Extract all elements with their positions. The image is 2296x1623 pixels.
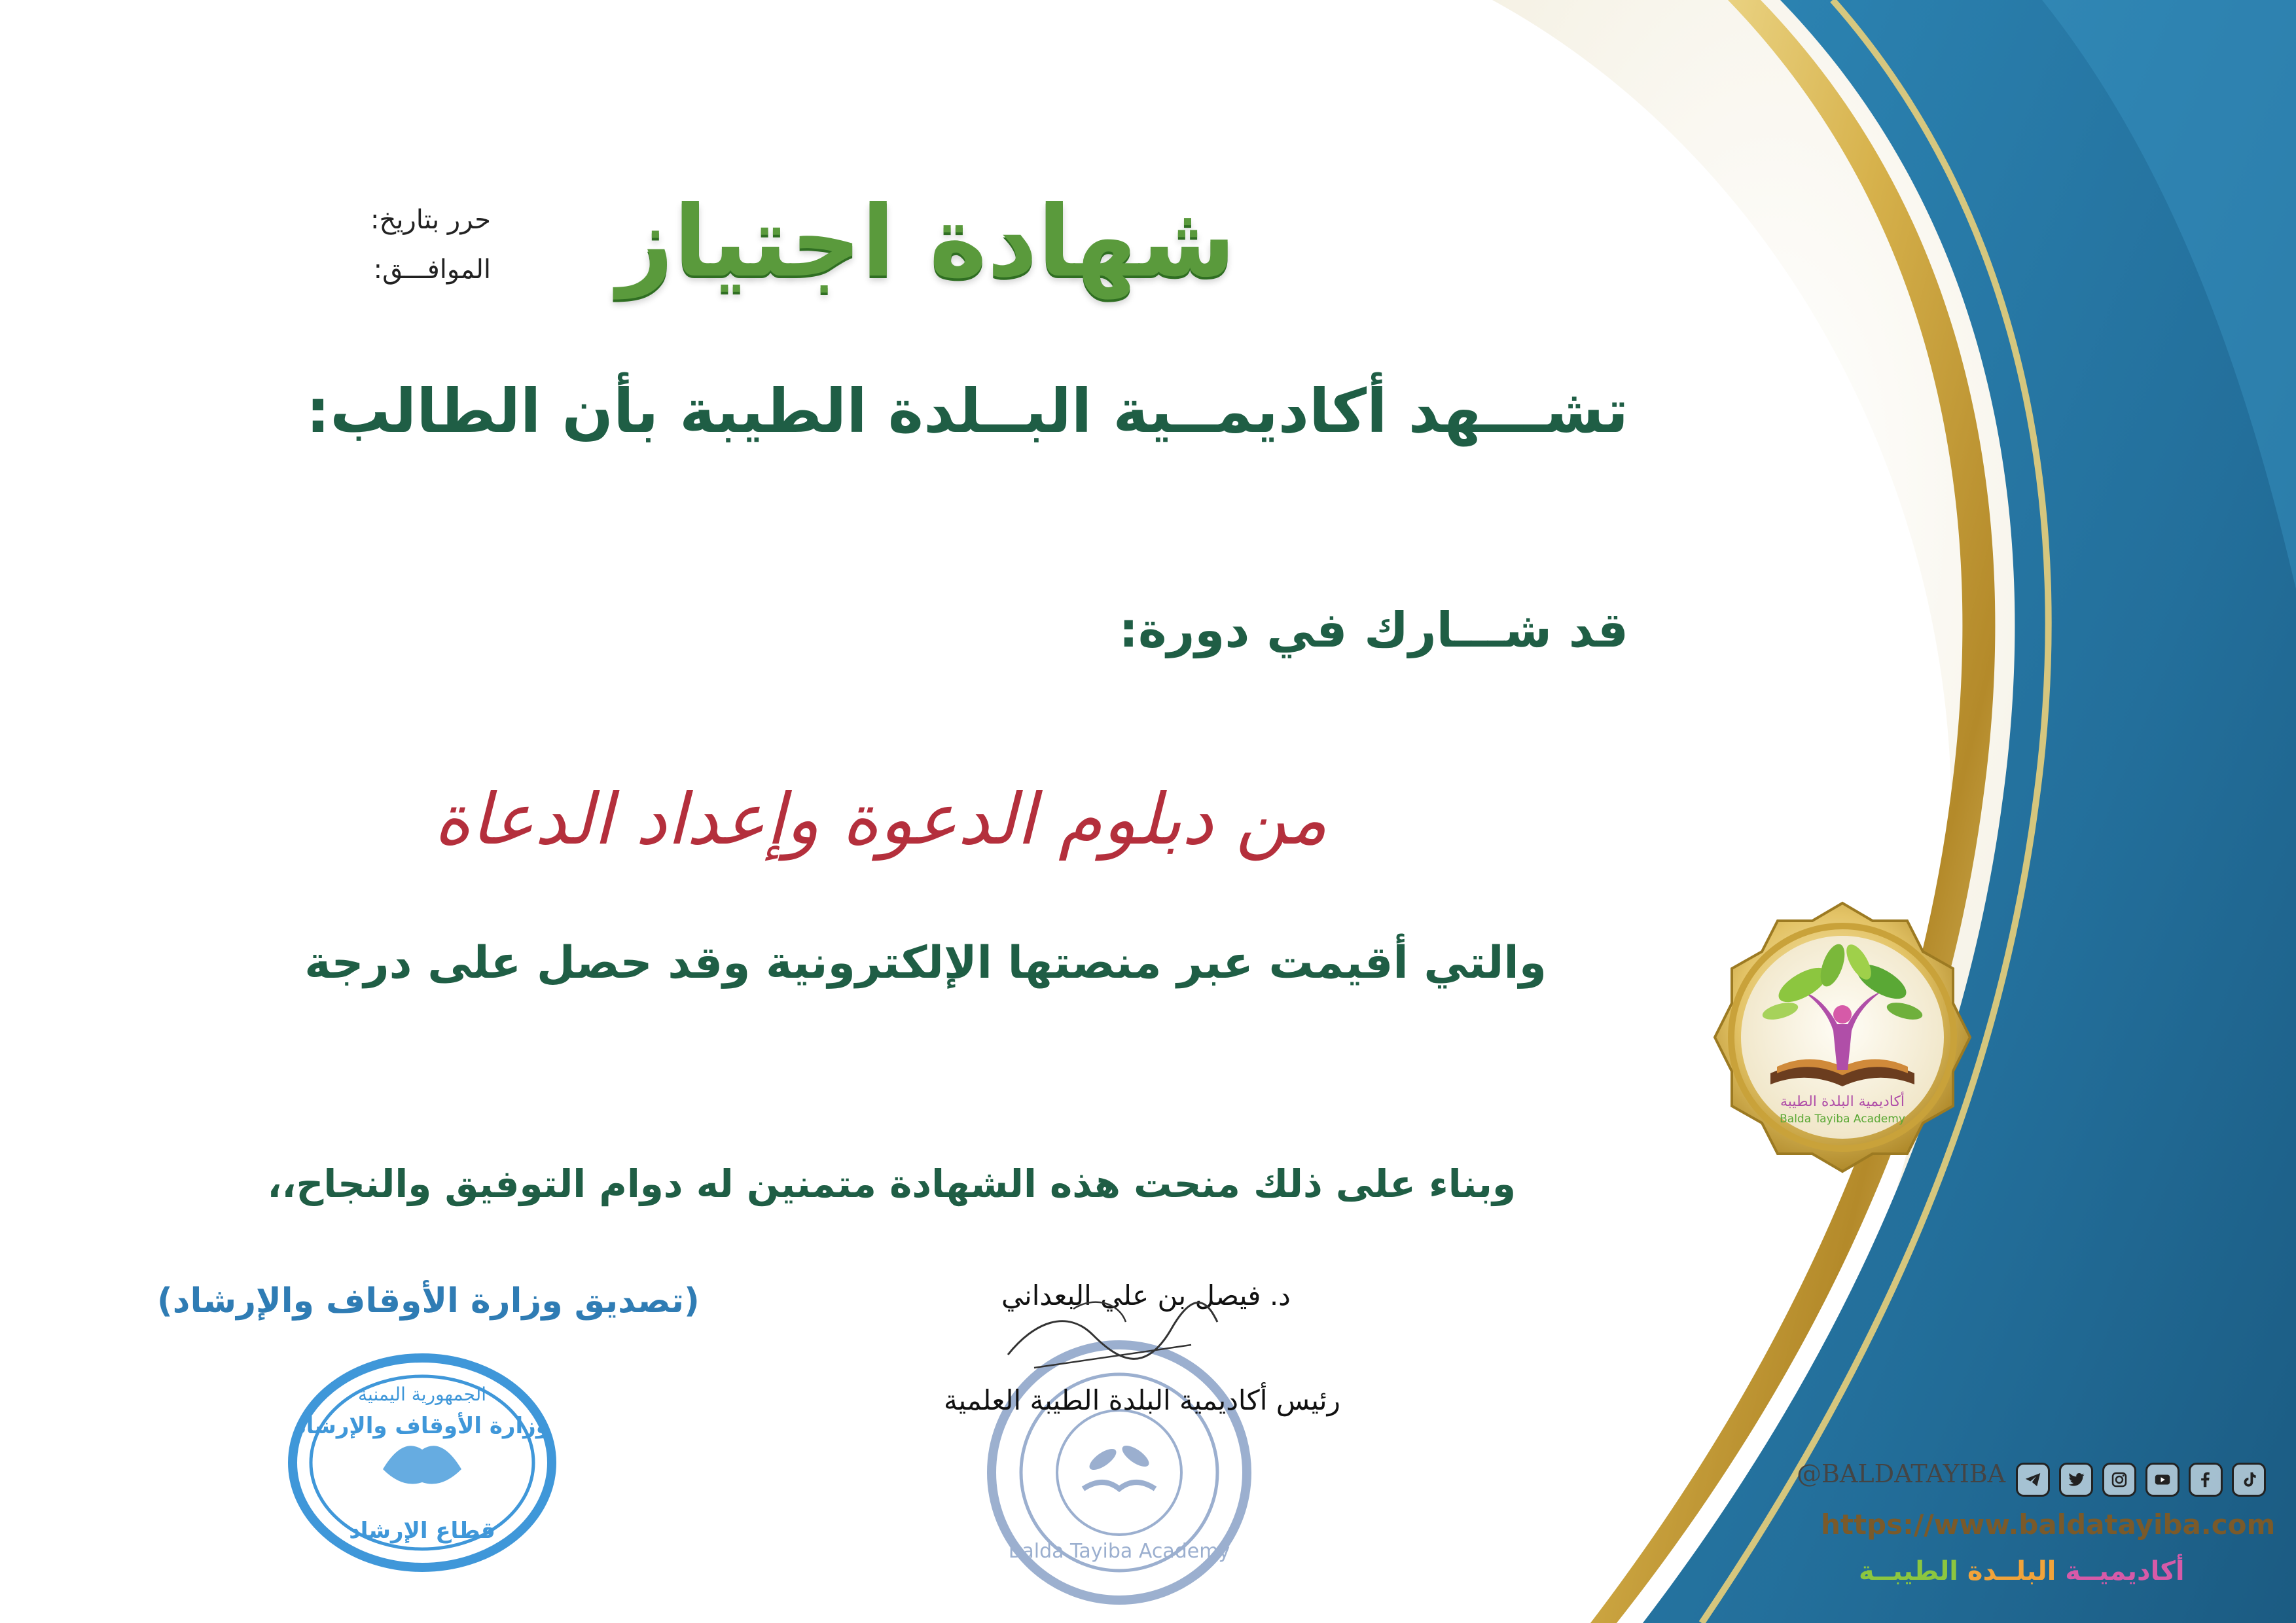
social-icons [2016, 1463, 2266, 1497]
date-block [370, 195, 491, 294]
certificate-heading: تشـــهد أكاديمــية البــلدة الطيبة بأن الطالب: [306, 376, 1628, 446]
svg-text:Balda Tayiba Academy: Balda Tayiba Academy [1008, 1540, 1230, 1563]
brand-part-1: أكاديميــة [2065, 1556, 2185, 1586]
certificate-title: شهادة اجتياز [617, 185, 1236, 299]
svg-text:Balda Tayiba Academy: Balda Tayiba Academy [1780, 1113, 1905, 1126]
signer-name: د. فيصل بن علي البعداني [1001, 1279, 1291, 1311]
date-label: حرر بتاريخ: [370, 205, 491, 235]
hijri-date-label: الموافـــق: [373, 255, 491, 285]
instagram-icon[interactable] [2102, 1463, 2136, 1497]
signer-title: رئيس أكاديمية البلدة الطيبة العلمية [944, 1384, 1340, 1416]
brand-name [1859, 1556, 2185, 1586]
closing-line: وبناء على ذلك منحت هذه الشهادة متمنين له دوام التوفيق والنجاح،، [267, 1162, 1516, 1206]
delivery-line: والتي أقيمت عبر منصتها الإلكترونية وقد حصل على درجة [304, 937, 1547, 989]
ministry-caption: (تصديق وزارة الأوقاف والإرشاد) [157, 1281, 700, 1321]
ministry-stamp [293, 1358, 552, 1567]
svg-text:قطاع الإرشاد: قطاع الإرشاد [349, 1518, 495, 1544]
brand-part-3: الطيبــة [1859, 1556, 1958, 1586]
telegram-icon[interactable] [2016, 1463, 2050, 1497]
youtube-icon[interactable] [2145, 1463, 2179, 1497]
svg-text:وزارة الأوقاف والإرشاد: وزارة الأوقاف والإرشاد [295, 1413, 550, 1439]
medal-caption: أكاديمية البلدة الطيبة [1780, 1094, 1905, 1110]
participation-line: قد شـــارك في دورة: [1119, 602, 1628, 658]
website-link[interactable]: https://www.baldatayiba.com [1821, 1508, 2276, 1541]
social-handle: @BALDATAYIBA [1797, 1459, 2006, 1488]
svg-text:الجمهورية اليمنية: الجمهورية اليمنية [357, 1383, 487, 1405]
signature [995, 1283, 1230, 1394]
tiktok-icon[interactable] [2232, 1463, 2266, 1497]
course-name: من دبلوم الدعوة وإعداد الدعاة [433, 779, 1327, 861]
facebook-icon[interactable] [2189, 1463, 2223, 1497]
twitter-icon[interactable] [2059, 1463, 2093, 1497]
brand-part-2: البلــدة [1967, 1556, 2056, 1586]
